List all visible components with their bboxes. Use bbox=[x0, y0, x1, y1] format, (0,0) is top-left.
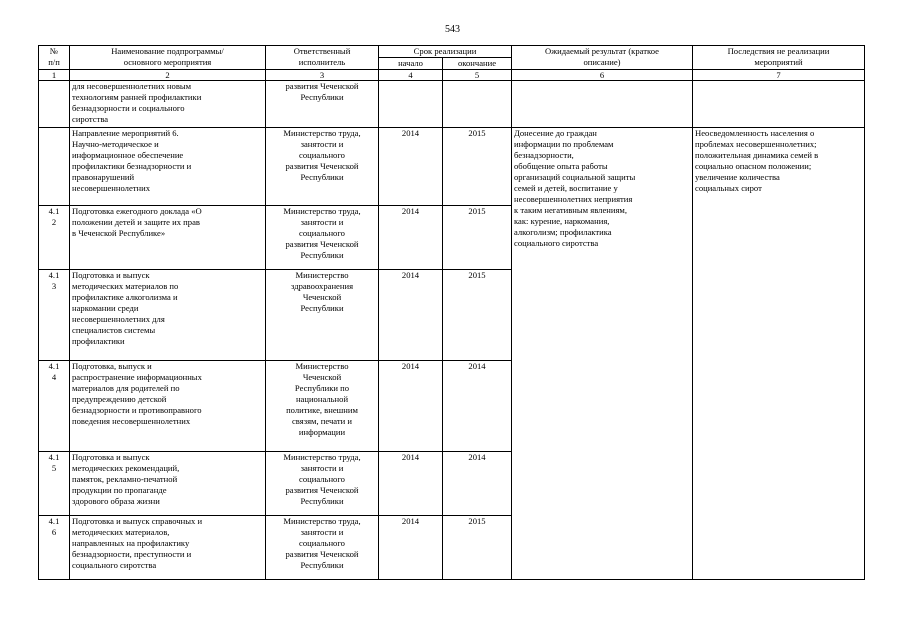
row-result bbox=[512, 81, 693, 128]
row-number: 4.1 4 bbox=[39, 361, 70, 452]
header-period: Срок реализации bbox=[379, 46, 512, 58]
header-result: Ожидаемый результат (краткое описание) bbox=[512, 46, 693, 70]
row-executor: развития Чеченской Республики bbox=[266, 81, 379, 128]
header-consequence: Последствия не реализации мероприятий bbox=[693, 46, 865, 70]
header-start: начало bbox=[379, 58, 443, 70]
col-number: 7 bbox=[693, 70, 865, 81]
col-number: 1 bbox=[39, 70, 70, 81]
expected-result: Донесение до граждан информации по проблемам безнадзорности, обобщение опыта работы организаций социальной защиты семей и детей, воспитание у несовершеннолетних неприятия к таким негативным явлениям, как: курение, наркомания, алкоголизм; профилактика социального сиротства bbox=[512, 128, 693, 580]
row-name: Подготовка и выпуск справочных и методических материалов, направленных на профилактику безнадзорности, преступности и социального сиротства bbox=[70, 516, 266, 580]
row-executor: Министерство Чеченской Республики по национальной политике, внешним связям, печати и информации bbox=[266, 361, 379, 452]
row-name: для несовершеннолетних новым технологиям ранней профилактики безнадзорности и социального сиротства bbox=[70, 81, 266, 128]
header-name: Наименование подпрограммы/ основного мероприятия bbox=[70, 46, 266, 70]
row-name: Подготовка и выпуск методических рекомендаций, памяток, рекламно-печатной продукции по пропаганде здорового образа жизни bbox=[70, 452, 266, 516]
header-end: окончание bbox=[443, 58, 512, 70]
row-start: 2014 bbox=[379, 206, 443, 270]
row-executor: Министерство здравоохранения Чеченской Республики bbox=[266, 270, 379, 361]
row-name: Направление мероприятий 6. Научно-методическое и информационное обеспечение профилактики безнадзорности и правонарушений несовершеннолетних bbox=[70, 128, 266, 206]
row-executor: Министерство труда, занятости и социального развития Чеченской Республики bbox=[266, 452, 379, 516]
col-number: 3 bbox=[266, 70, 379, 81]
header-executor: Ответственный исполнитель bbox=[266, 46, 379, 70]
row-end: 2015 bbox=[443, 206, 512, 270]
row-number: 4.1 2 bbox=[39, 206, 70, 270]
table-row bbox=[39, 81, 865, 128]
row-executor: Министерство труда, занятости и социального развития Чеченской Республики bbox=[266, 516, 379, 580]
row-start bbox=[379, 81, 443, 128]
col-number: 5 bbox=[443, 70, 512, 81]
row-end: 2015 bbox=[443, 516, 512, 580]
row-consequence bbox=[693, 81, 865, 128]
row-end: 2014 bbox=[443, 361, 512, 452]
row-start: 2014 bbox=[379, 516, 443, 580]
row-start: 2014 bbox=[379, 361, 443, 452]
table-row bbox=[39, 128, 865, 206]
row-executor: Министерство труда, занятости и социального развития Чеченской Республики bbox=[266, 128, 379, 206]
header-num: № п/п bbox=[39, 46, 70, 70]
row-end: 2015 bbox=[443, 128, 512, 206]
row-number bbox=[39, 81, 70, 128]
row-start: 2014 bbox=[379, 452, 443, 516]
row-number bbox=[39, 128, 70, 206]
row-number: 4.1 3 bbox=[39, 270, 70, 361]
col-number: 4 bbox=[379, 70, 443, 81]
row-name: Подготовка и выпуск методических материалов по профилактике алкоголизма и наркомании среди несовершеннолетних для специалистов системы профилактики bbox=[70, 270, 266, 361]
row-start: 2014 bbox=[379, 270, 443, 361]
row-name: Подготовка ежегодного доклада «О положении детей и защите их прав в Чеченской Республике» bbox=[70, 206, 266, 270]
row-name: Подготовка, выпуск и распространение информационных материалов для родителей по предупреждению детской безнадзорности и противоправного поведения несовершеннолетних bbox=[70, 361, 266, 452]
row-end bbox=[443, 81, 512, 128]
col-number: 6 bbox=[512, 70, 693, 81]
consequences: Неосведомленность населения о проблемах несовершеннолетних; положительная динамика семей в социально опасном положении; увеличение количества социальных сирот bbox=[693, 128, 865, 580]
row-number: 4.1 5 bbox=[39, 452, 70, 516]
program-table bbox=[38, 45, 865, 580]
row-end: 2014 bbox=[443, 452, 512, 516]
row-end: 2015 bbox=[443, 270, 512, 361]
row-executor: Министерство труда, занятости и социального развития Чеченской Республики bbox=[266, 206, 379, 270]
row-start: 2014 bbox=[379, 128, 443, 206]
row-number: 4.1 6 bbox=[39, 516, 70, 580]
col-number: 2 bbox=[70, 70, 266, 81]
page-number: 543 bbox=[445, 24, 460, 35]
